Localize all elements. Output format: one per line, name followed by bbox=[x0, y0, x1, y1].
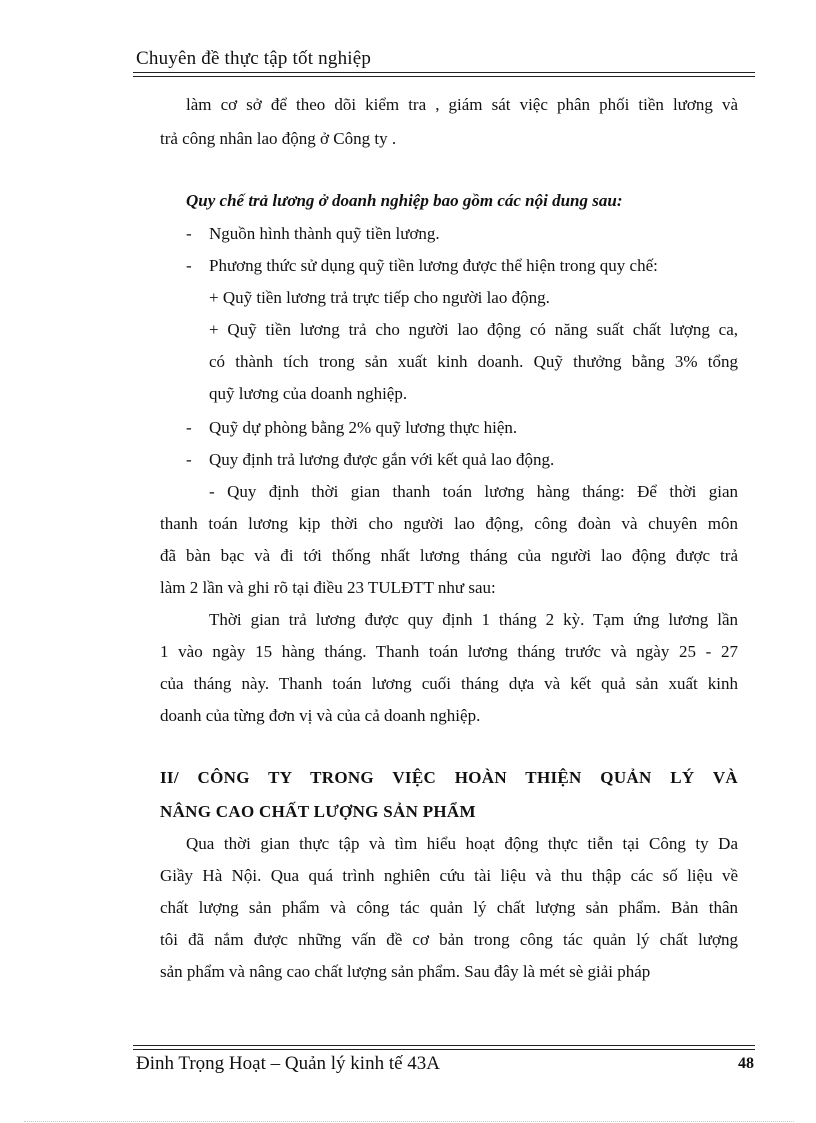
bullet-item: Quy định trả lương được gắn với kết quả lao động. bbox=[209, 450, 555, 469]
bullet-marker: - bbox=[186, 418, 192, 437]
bullet-item: Phương thức sử dụng quỹ tiền lương được thể hiện trong quy chế: bbox=[209, 256, 658, 275]
bullet-item: Quỹ dự phòng bằng 2% quỹ lương thực hiện. bbox=[209, 418, 518, 437]
paragraph-line: sản phẩm và nâng cao chất lượng sản phẩm. Sau đây là mét sè giải pháp bbox=[160, 962, 651, 981]
paragraph-line: tôi đã nắm được những vấn đề cơ bản trong công tác quản lý chất lượng bbox=[160, 930, 738, 949]
header-title: Chuyên đề thực tập tốt nghiệp bbox=[136, 48, 372, 69]
paragraph-line: của tháng này. Thanh toán lương cuối tháng dựa và kết quả sản xuất kinh bbox=[160, 674, 738, 693]
bullet-item: Nguồn hình thành quỹ tiền lương. bbox=[209, 224, 440, 243]
paragraph-line: Thời gian trả lương được quy định 1 tháng 2 kỳ. Tạm ứng lương lần bbox=[209, 610, 738, 629]
page-edge-divider bbox=[24, 1121, 794, 1122]
section-subheading: Quy chế trả lương ở doanh nghiệp bao gồm các nội dung sau: bbox=[186, 191, 623, 210]
paragraph-line: đã bàn bạc và đi tới thống nhất lương tháng của người lao động được trả bbox=[160, 546, 738, 565]
bullet-marker: - bbox=[186, 450, 192, 469]
sub-item: có thành tích trong sản xuất kinh doanh. Quỹ thưởng bằng 3% tổng bbox=[209, 352, 738, 371]
header-rule-top bbox=[133, 72, 755, 73]
paragraph-line: doanh của từng đơn vị và của cả doanh nghiệp. bbox=[160, 706, 481, 725]
paragraph-line: Qua thời gian thực tập và tìm hiểu hoạt động thực tiễn tại Công ty Da bbox=[186, 834, 738, 853]
paragraph-line: thanh toán lương kịp thời cho người lao động, công đoàn và chuyên môn bbox=[160, 514, 738, 533]
paragraph-line: chất lượng sản phẩm và công tác quản lý chất lượng sản phẩm. Bản thân bbox=[160, 898, 738, 917]
section-heading: NÂNG CAO CHẤT LƯỢNG SẢN PHẨM bbox=[160, 802, 476, 821]
footer-author: Đinh Trọng Hoạt – Quản lý kinh tế 43A bbox=[136, 1053, 440, 1074]
page-number: 48 bbox=[738, 1055, 754, 1072]
section-heading: II/ CÔNG TY TRONG VIỆC HOÀN THIỆN QUẢN LÝ VÀ bbox=[160, 768, 738, 787]
paragraph-line: - Quy định thời gian thanh toán lương hàng tháng: Để thời gian bbox=[209, 482, 738, 501]
paragraph-line: làm 2 lần và ghi rõ tại điều 23 TULĐTT như sau: bbox=[160, 578, 496, 597]
sub-item: + Quỹ tiền lương trả cho người lao động có năng suất chất lượng ca, bbox=[209, 320, 738, 339]
footer-rule-bottom bbox=[133, 1049, 755, 1050]
header-rule-bottom bbox=[133, 76, 755, 77]
footer-rule-top bbox=[133, 1045, 755, 1046]
paragraph-line: Giầy Hà Nội. Qua quá trình nghiên cứu tài liệu và thu thập các số liệu về bbox=[160, 866, 738, 885]
paragraph-line: làm cơ sở để theo dõi kiểm tra , giám sát việc phân phối tiền lương và bbox=[186, 95, 738, 114]
sub-item: + Quỹ tiền lương trả trực tiếp cho người lao động. bbox=[209, 288, 550, 307]
paragraph-line: 1 vào ngày 15 hàng tháng. Thanh toán lương tháng trước và ngày 25 - 27 bbox=[160, 642, 738, 661]
bullet-marker: - bbox=[186, 256, 192, 275]
bullet-marker: - bbox=[186, 224, 192, 243]
paragraph-line: trả công nhân lao động ở Công ty . bbox=[160, 129, 397, 148]
sub-item: quỹ lương của doanh nghiệp. bbox=[209, 384, 408, 403]
